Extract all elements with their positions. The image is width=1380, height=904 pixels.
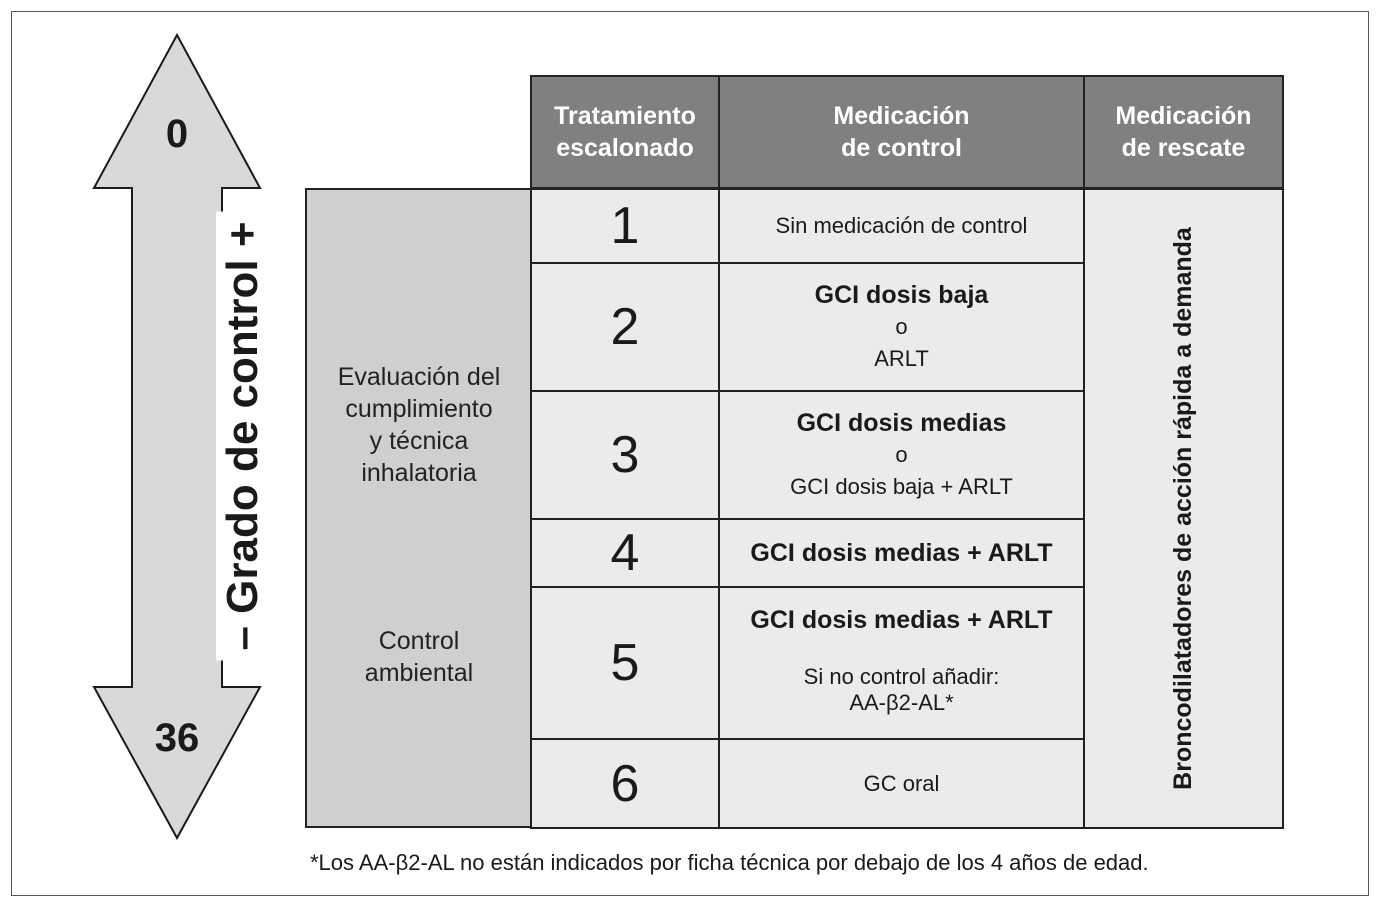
step2-line3: ARLT — [874, 346, 929, 371]
header-rescue — [1083, 75, 1284, 189]
environment-line1: Control — [378, 627, 460, 655]
step-control-1 — [718, 188, 1085, 264]
side-notes-column — [305, 188, 531, 828]
environment-note — [307, 620, 531, 694]
step3-line2: o — [895, 442, 908, 467]
step2-line1: GCI dosis baja — [814, 281, 989, 309]
step-number-4: 4 — [530, 518, 720, 588]
step-number-3: 3 — [530, 390, 720, 520]
header-treatment-line2: escalonado — [556, 134, 694, 162]
header-treatment-line1: Tratamiento — [554, 102, 696, 130]
rescue-column — [1083, 188, 1284, 829]
step2-line2: o — [895, 314, 908, 339]
step3-line1: GCI dosis medias — [796, 409, 1007, 437]
header-control-line2: de control — [841, 134, 962, 162]
step6-line1: GC oral — [863, 770, 940, 796]
grade-of-control-label: – Grado de control + — [216, 211, 270, 660]
header-control — [718, 75, 1085, 189]
step3-line3: GCI dosis baja + ARLT — [790, 474, 1013, 499]
evaluation-line1: Evaluación del — [337, 363, 501, 391]
step-number-6: 6 — [530, 738, 720, 829]
step-number-1: 1 — [530, 188, 720, 264]
evaluation-line2: cumplimiento — [345, 395, 493, 423]
header-rescue-line2: de rescate — [1121, 134, 1246, 162]
step-control-3 — [718, 390, 1085, 520]
step4-line1: GCI dosis medias + ARLT — [750, 539, 1053, 567]
step-control-5 — [718, 586, 1085, 740]
step1-line1: Sin medicación de control — [775, 213, 1028, 238]
evaluation-line4: inhalatoria — [361, 459, 477, 487]
arrow-top-value: 0 — [165, 112, 189, 156]
header-rescue-line1: Medicación — [1115, 102, 1252, 130]
evaluation-note — [307, 355, 531, 495]
step-number-2: 2 — [530, 262, 720, 392]
step-control-4 — [718, 518, 1085, 588]
step5-line3: AA-β2-AL* — [849, 690, 954, 715]
step5-line2: Si no control añadir: — [803, 664, 1000, 689]
header-control-line1: Medicación — [833, 102, 970, 130]
footnote: *Los AA-β2-AL no están indicados por ficha técnica por debajo de los 4 años de edad. — [310, 850, 1149, 875]
rescue-text: Broncodilatadores de acción rápida a demanda — [1169, 227, 1198, 790]
step-control-2 — [718, 262, 1085, 392]
step-number-5: 5 — [530, 586, 720, 740]
header-treatment — [530, 75, 720, 189]
evaluation-line3: y técnica — [369, 427, 469, 455]
environment-line2: ambiental — [364, 659, 474, 687]
step5-line1: GCI dosis medias + ARLT — [750, 606, 1053, 634]
arrow-bottom-value: 36 — [154, 716, 200, 760]
step-control-6 — [718, 738, 1085, 829]
